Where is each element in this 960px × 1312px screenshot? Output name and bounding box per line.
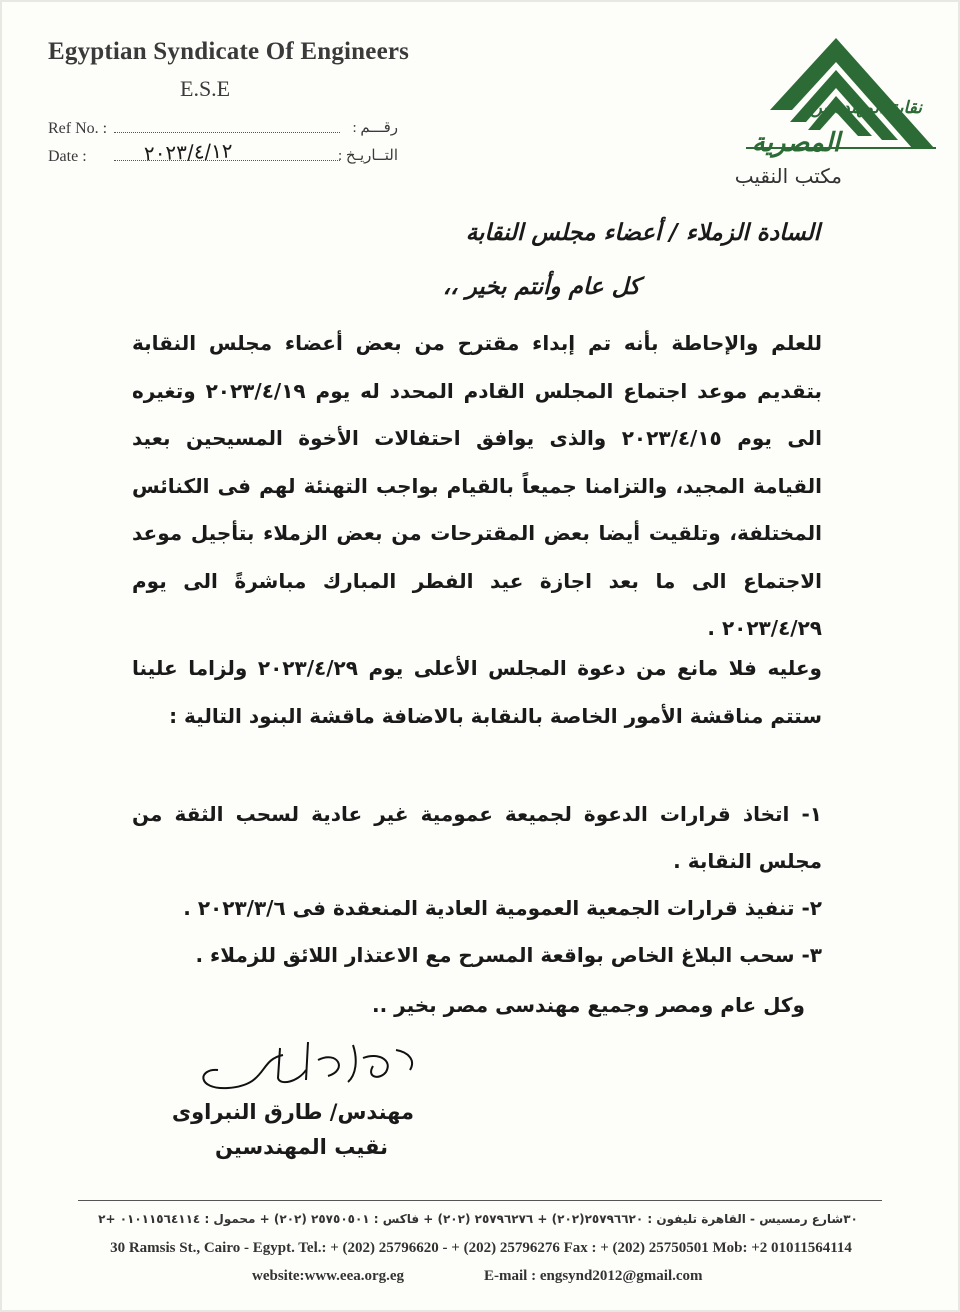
logo-text-top: نقابة المهندسين	[809, 98, 922, 118]
ref-dotted-line	[114, 132, 340, 133]
agenda-list	[132, 791, 822, 979]
letter-paragraph-1: للعلم والإحاطة بأنه تم إبداء مقترح من بعض أعضاء مجلس النقابة بتقديم موعد اجتماع المجلس القادم المحدد له يوم ٢٠٢٣/٤/١٩ وتغيره الى يوم ٢٠٢٣/٤/١٥ والذى يوافق احتفالات الأخوة المسيحين بعيد القيامة المجيد، والتزامنا جميعاً بالقيام بواجب التهنئة لهم فى الكنائس المختلفة، وتلقيت أيضا بعض المقترحات من بعض الزملاء بتأجيل موعد الاجتماع الى ما بعد اجازة عيد الفطر المبارك مباشرةً الى يوم ٢٠٢٣/٤/٢٩ .	[132, 331, 822, 640]
date-label-en: Date :	[48, 148, 87, 165]
signatory-title: نقيب المهندسين	[215, 1135, 388, 1159]
agenda-item-2: ٢- تنفيذ قرارات الجمعية العمومية العادية المنعقدة فى ٢٠٢٣/٣/٦ .	[183, 896, 822, 920]
agenda-item-3: ٣- سحب البلاغ الخاص بواقعة المسرح مع الاعتذار اللائق للزملاء .	[195, 943, 822, 967]
footer-divider	[78, 1200, 882, 1201]
date-value: ٢٠٢٣/٤/١٢	[143, 138, 234, 166]
ref-label-ar: رقـــم :	[352, 120, 398, 136]
agenda-item-1: ١- اتخاذ قرارات الدعوة لجميعة عمومية غير عادية لسحب الثقة من مجلس النقابة .	[132, 802, 822, 873]
date-row	[48, 138, 398, 170]
footer-address-ar: ٣٠شارع رمسيس - القاهرة تليفون : ٢٥٧٩٦٦٢٠(٢٠٢) + ٢٥٧٩٦٢٧٦ (٢٠٢) + فاكس : ٢٥٧٥٠٥٠١ (٢٠٢) + محمول : ٠١٠١١٥٦٤١١٤ +٢	[98, 1212, 858, 1226]
footer-email: E-mail : engsynd2012@gmail.com	[484, 1268, 703, 1284]
organization-abbreviation: E.S.E	[180, 76, 231, 101]
letter-paragraph-2: وعليه فلا مانع من دعوة المجلس الأعلى يوم ٢٠٢٣/٤/٢٩ ولزاما علينا ستتم مناقشة الأمور الخاصة بالنقابة بالاضافة ماقشة البنود التالية :	[132, 656, 822, 728]
letter-greeting: كل عام وأنتم بخير ،،	[442, 274, 640, 300]
handwritten-signature-icon	[188, 1030, 428, 1100]
ref-label-en: Ref No. :	[48, 120, 108, 137]
organization-name-en: Egyptian Syndicate Of Engineers	[48, 38, 410, 65]
signatory-name: مهندس/ طارق النبراوى	[171, 1100, 414, 1124]
letter-salutation: السادة الزملاء / أعضاء مجلس النقابة	[465, 220, 820, 246]
logo-text-main: المصرية	[751, 128, 840, 158]
date-label-ar: التــاريـخ :	[337, 148, 398, 164]
footer-address-en: 30 Ramsis St., Cairo - Egypt. Tel.: + (202) 25796620 - + (202) 25796276 Fax : + (202) 25750501 Mob: +2 01011564114	[110, 1240, 852, 1256]
letter-closing: وكل عام ومصر وجميع مهندسى مصر بخير ..	[372, 993, 805, 1017]
footer-website: website:www.eea.org.eg	[252, 1268, 405, 1284]
office-of-president-label: مكتب النقيب	[734, 164, 842, 188]
